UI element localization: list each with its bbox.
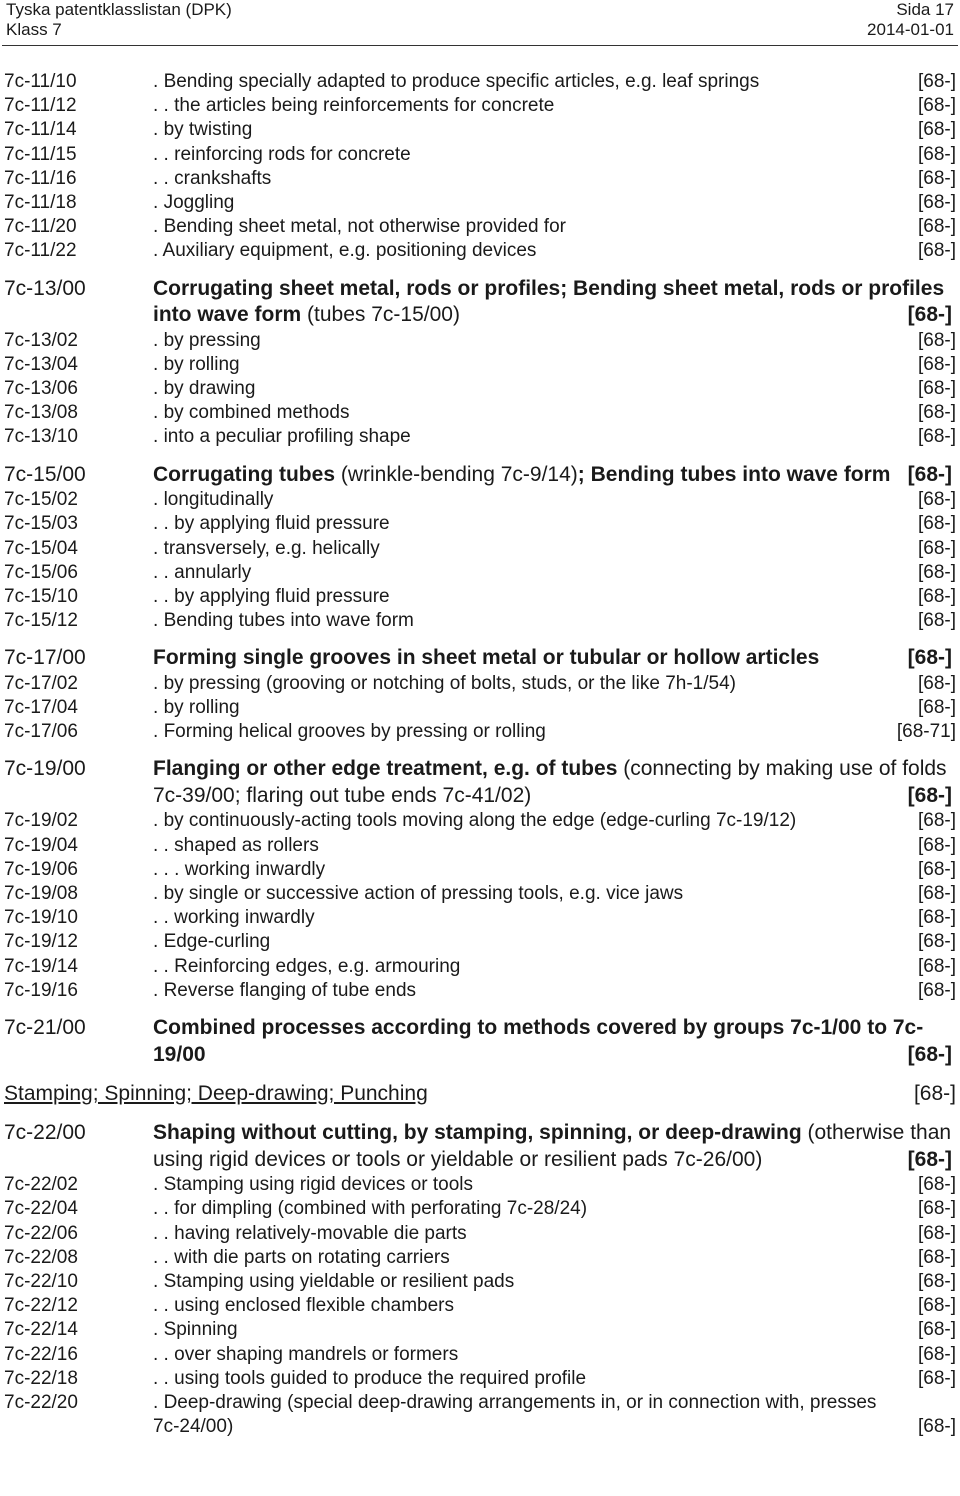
entry-row bbox=[4, 353, 956, 377]
entry-code: 7c-15/06 bbox=[4, 561, 78, 583]
entry-row bbox=[4, 1367, 956, 1391]
entry-code: 7c-13/04 bbox=[4, 353, 78, 375]
entry-row bbox=[4, 979, 956, 1003]
entry-code: 7c-13/02 bbox=[4, 329, 78, 351]
entry-row bbox=[4, 512, 956, 536]
entry-row bbox=[4, 561, 956, 585]
entry-row bbox=[4, 906, 956, 930]
group-title-bold: Flanging or other edge treatment, e.g. of tubes bbox=[153, 757, 618, 781]
entry-code: 7c-19/16 bbox=[4, 979, 78, 1001]
entry-classification: [68-] bbox=[917, 537, 956, 559]
group-code: 7c-22/00 bbox=[4, 1121, 86, 1145]
entry-row bbox=[4, 1318, 956, 1342]
entry-indent-dots: . . bbox=[153, 1367, 175, 1389]
entry-text: annularly bbox=[174, 561, 252, 583]
header-right bbox=[867, 0, 954, 40]
entry-description bbox=[153, 955, 896, 979]
entry-description bbox=[153, 512, 896, 536]
group-description bbox=[153, 645, 952, 672]
entry-classification: [68-] bbox=[917, 907, 956, 929]
entry-indent-dots: . . bbox=[153, 513, 175, 535]
entry-row bbox=[4, 882, 956, 906]
entry-classification: [68-] bbox=[917, 353, 956, 375]
entry-classification: [68-] bbox=[917, 513, 956, 535]
group-code: 7c-15/00 bbox=[4, 462, 86, 486]
entry-indent-dots: . bbox=[153, 329, 164, 351]
entry-classification: [68-] bbox=[917, 402, 956, 424]
entry-code: 7c-11/10 bbox=[4, 71, 77, 92]
entry-text: having relatively-movable die parts bbox=[174, 1222, 467, 1244]
entry-code: 7c-22/08 bbox=[4, 1246, 78, 1268]
entry-row bbox=[4, 1343, 956, 1367]
entry-text: the articles being reinforcements for concrete bbox=[174, 95, 555, 117]
entry-indent-dots: . . bbox=[153, 1343, 175, 1365]
entry-indent-dots: . . bbox=[153, 1198, 175, 1220]
entry-text: working inwardly bbox=[174, 907, 315, 929]
entry-description bbox=[153, 834, 896, 858]
entry-description bbox=[153, 1318, 896, 1342]
entry-description bbox=[153, 1294, 896, 1318]
entry-description bbox=[153, 167, 896, 191]
entry-indent-dots: . bbox=[153, 1391, 164, 1413]
group-code: 7c-17/00 bbox=[4, 646, 86, 670]
header-left bbox=[6, 0, 232, 40]
entry-row bbox=[4, 834, 956, 858]
entry-classification: [68-] bbox=[917, 1198, 956, 1220]
entry-indent-dots: . . bbox=[153, 585, 175, 607]
entry-code: 7c-15/10 bbox=[4, 585, 78, 607]
group-description bbox=[153, 462, 952, 489]
entry-indent-dots: . . bbox=[153, 1222, 175, 1244]
entry-indent-dots: . bbox=[153, 931, 164, 953]
entry-text: Reinforcing edges, e.g. armouring bbox=[174, 955, 461, 977]
group-title-bold: ; Bending tubes into wave form bbox=[577, 462, 891, 486]
entry-description bbox=[153, 1246, 896, 1270]
entry-description bbox=[153, 377, 896, 401]
entry-text: by drawing bbox=[163, 378, 256, 400]
entry-description bbox=[153, 143, 896, 167]
entry-indent-dots: . bbox=[153, 216, 164, 238]
entry-description bbox=[153, 1367, 896, 1391]
entry-text: longitudinally bbox=[163, 489, 274, 511]
entry-description bbox=[153, 696, 896, 720]
group-title-bold: Shaping without cutting, by stamping, spinning, or deep-drawing bbox=[153, 1121, 802, 1145]
entry-description bbox=[153, 1173, 896, 1197]
entry-text: by applying fluid pressure bbox=[174, 585, 390, 607]
entry-text: with die parts on rotating carriers bbox=[174, 1246, 450, 1268]
entry-description bbox=[153, 94, 896, 118]
entry-row bbox=[4, 1246, 956, 1270]
entry-description bbox=[153, 401, 896, 425]
group-heading bbox=[4, 1015, 956, 1068]
entry-text: shaped as rollers bbox=[174, 834, 319, 856]
entry-description bbox=[153, 1197, 896, 1221]
group-classification: [68-] bbox=[907, 1042, 952, 1066]
entry-code: 7c-17/06 bbox=[4, 721, 78, 743]
entry-code: 7c-11/14 bbox=[4, 119, 77, 141]
entry-indent-dots: . bbox=[153, 378, 164, 400]
entry-code: 7c-17/02 bbox=[4, 672, 78, 694]
entry-indent-dots: . bbox=[153, 1270, 164, 1292]
entry-text: by rolling bbox=[163, 697, 240, 719]
entry-indent-dots: . bbox=[153, 426, 164, 448]
entry-text: Deep-drawing (special deep-drawing arrangements in, or in connection with, presses 7c-24/00) bbox=[153, 1391, 877, 1438]
entry-indent-dots: . bbox=[153, 402, 164, 424]
group-heading bbox=[4, 756, 956, 809]
entry-code: 7c-11/18 bbox=[4, 192, 77, 214]
entry-classification: [68-] bbox=[917, 1222, 956, 1244]
entry-text: transversely, e.g. helically bbox=[163, 537, 380, 559]
entry-classification: [68-] bbox=[917, 1174, 956, 1196]
entry-indent-dots: . . bbox=[153, 561, 175, 583]
entry-text: crankshafts bbox=[174, 167, 272, 189]
entry-classification: [68-] bbox=[917, 119, 956, 141]
entry-description bbox=[153, 329, 896, 353]
entry-row bbox=[4, 215, 956, 239]
entry-code: 7c-11/16 bbox=[4, 167, 77, 189]
group-heading bbox=[4, 276, 956, 329]
entry-code: 7c-22/18 bbox=[4, 1367, 78, 1389]
entry-code: 7c-22/06 bbox=[4, 1222, 78, 1244]
entry-description bbox=[153, 215, 896, 239]
entry-text: Forming helical grooves by pressing or rolling bbox=[163, 721, 546, 743]
entry-classification: [68-] bbox=[917, 240, 956, 262]
entry-classification: [68-] bbox=[917, 1295, 956, 1317]
entry-row bbox=[4, 118, 956, 142]
entry-text: by rolling bbox=[163, 353, 240, 375]
entry-description bbox=[153, 882, 896, 906]
entry-code: 7c-13/10 bbox=[4, 426, 78, 448]
entry-indent-dots: . bbox=[153, 697, 164, 719]
entry-row bbox=[4, 537, 956, 561]
entry-indent-dots: . bbox=[153, 353, 164, 375]
entry-indent-dots: . . bbox=[153, 1295, 175, 1317]
entry-row bbox=[4, 70, 956, 94]
entry-code: 7c-15/02 bbox=[4, 489, 78, 511]
entry-code: 7c-11/15 bbox=[4, 143, 77, 165]
entry-code: 7c-19/14 bbox=[4, 955, 78, 977]
entry-text: by continuously-acting tools moving along the edge (edge-curling 7c-19/12) bbox=[163, 810, 797, 832]
entry-code: 7c-11/12 bbox=[4, 95, 77, 117]
entry-classification: [68-] bbox=[917, 561, 956, 583]
entry-classification: [68-] bbox=[917, 858, 956, 880]
entry-indent-dots: . . bbox=[153, 95, 175, 117]
entry-text: using tools guided to produce the required profile bbox=[174, 1367, 587, 1389]
entry-code: 7c-11/22 bbox=[4, 240, 77, 262]
entry-row bbox=[4, 425, 956, 449]
entry-row bbox=[4, 585, 956, 609]
entry-description bbox=[153, 1391, 896, 1439]
entry-indent-dots: . bbox=[153, 192, 164, 214]
entry-description bbox=[153, 906, 896, 930]
entry-indent-dots: . bbox=[153, 672, 164, 694]
entry-text: Stamping using yieldable or resilient pads bbox=[163, 1270, 515, 1292]
entry-indent-dots: . . bbox=[153, 143, 175, 165]
entry-text: reinforcing rods for concrete bbox=[174, 143, 411, 165]
entry-indent-dots: . bbox=[153, 979, 164, 1001]
entry-row bbox=[4, 955, 956, 979]
document-title: Tyska patentklasslistan (DPK) bbox=[6, 0, 232, 19]
entry-classification: [68-] bbox=[917, 1367, 956, 1389]
group-description bbox=[153, 1015, 952, 1068]
page-number: Sida 17 bbox=[896, 0, 954, 19]
entry-classification: [68-] bbox=[917, 697, 956, 719]
entry-code: 7c-22/04 bbox=[4, 1198, 78, 1220]
entry-description bbox=[153, 561, 896, 585]
entry-code: 7c-22/02 bbox=[4, 1174, 78, 1196]
entry-classification: [68-] bbox=[917, 931, 956, 953]
entry-row bbox=[4, 1197, 956, 1221]
entry-description bbox=[153, 809, 896, 833]
group-heading bbox=[4, 645, 956, 672]
entry-code: 7c-15/04 bbox=[4, 537, 78, 559]
entry-row bbox=[4, 1294, 956, 1318]
entry-classification: [68-71] bbox=[896, 721, 956, 743]
entry-indent-dots: . bbox=[153, 1174, 164, 1196]
document-date: 2014-01-01 bbox=[867, 20, 954, 39]
entry-code: 7c-19/12 bbox=[4, 931, 78, 953]
entry-code: 7c-15/12 bbox=[4, 610, 78, 632]
section-title: Stamping; Spinning; Deep-drawing; Punching bbox=[4, 1082, 428, 1106]
entry-text: using enclosed flexible chambers bbox=[174, 1295, 455, 1317]
entry-description bbox=[153, 979, 896, 1003]
entry-code: 7c-19/08 bbox=[4, 883, 78, 905]
entry-row bbox=[4, 930, 956, 954]
group-title-bold: Forming single grooves in sheet metal or tubular or hollow articles bbox=[153, 646, 820, 670]
entry-text: by single or successive action of pressing tools, e.g. vice jaws bbox=[163, 883, 684, 905]
entry-indent-dots: . bbox=[153, 489, 164, 511]
entry-row bbox=[4, 672, 956, 696]
entry-classification: [68-] bbox=[917, 1343, 956, 1365]
entry-text: Bending tubes into wave form bbox=[163, 610, 414, 632]
entry-indent-dots: . . bbox=[153, 955, 175, 977]
entry-classification: [68-] bbox=[917, 1319, 956, 1341]
group-title-bold: Corrugating sheet metal, rods or profiles; Bending sheet metal, rods or profiles into wave form bbox=[153, 276, 945, 327]
entry-indent-dots: . bbox=[153, 721, 164, 743]
entry-classification: [68-] bbox=[917, 167, 956, 189]
group-description bbox=[153, 756, 952, 809]
entry-classification: [68-] bbox=[917, 95, 956, 117]
entry-classification: [68-] bbox=[917, 329, 956, 351]
entry-row bbox=[4, 809, 956, 833]
entry-description bbox=[153, 118, 896, 142]
entry-text: Auxiliary equipment, e.g. positioning devices bbox=[162, 240, 537, 262]
entry-indent-dots: . bbox=[153, 240, 163, 262]
section-heading bbox=[4, 1080, 956, 1108]
entry-row bbox=[4, 1270, 956, 1294]
entry-text: Joggling bbox=[163, 192, 235, 214]
entry-indent-dots: . . bbox=[153, 834, 175, 856]
entry-row bbox=[4, 858, 956, 882]
group-code: 7c-19/00 bbox=[4, 757, 86, 781]
entry-row bbox=[4, 696, 956, 720]
entry-code: 7c-22/20 bbox=[4, 1391, 78, 1413]
page-header bbox=[6, 0, 954, 40]
group-note: (wrinkle-bending 7c-9/14) bbox=[335, 462, 578, 486]
group-classification: [68-] bbox=[907, 303, 952, 327]
entry-text: Bending sheet metal, not otherwise provided for bbox=[163, 216, 566, 238]
header-divider bbox=[2, 45, 958, 46]
entry-code: 7c-13/06 bbox=[4, 378, 78, 400]
group-heading bbox=[4, 462, 956, 489]
entry-classification: [68-] bbox=[917, 378, 956, 400]
entry-description bbox=[153, 720, 896, 744]
entry-indent-dots: . . bbox=[153, 1246, 175, 1268]
group-classification: [68-] bbox=[907, 1147, 952, 1171]
entry-row bbox=[4, 488, 956, 512]
entry-row bbox=[4, 609, 956, 633]
entry-text: by pressing bbox=[163, 329, 261, 351]
entry-description bbox=[153, 930, 896, 954]
entry-text: by twisting bbox=[163, 119, 253, 141]
entry-description bbox=[153, 537, 896, 561]
entry-classification: [68-] bbox=[917, 489, 956, 511]
entry-row bbox=[4, 1391, 956, 1439]
entry-classification: [68-] bbox=[917, 216, 956, 238]
entry-code: 7c-22/10 bbox=[4, 1270, 78, 1292]
entry-classification: [68-] bbox=[917, 143, 956, 165]
entry-code: 7c-19/10 bbox=[4, 907, 78, 929]
entry-description bbox=[153, 70, 896, 94]
entry-row bbox=[4, 401, 956, 425]
entry-description bbox=[153, 1343, 896, 1367]
entry-indent-dots: . . bbox=[153, 907, 175, 929]
group-description bbox=[153, 1120, 952, 1173]
entry-row bbox=[4, 167, 956, 191]
entry-code: 7c-17/04 bbox=[4, 697, 78, 719]
entry-code: 7c-22/14 bbox=[4, 1319, 78, 1341]
group-classification: [68-] bbox=[907, 462, 952, 486]
entry-text: working inwardly bbox=[184, 858, 326, 880]
group-note: (tubes 7c-15/00) bbox=[301, 303, 460, 327]
entry-row bbox=[4, 720, 956, 744]
group-title-bold: Corrugating tubes bbox=[153, 462, 335, 486]
entry-classification: [68-] bbox=[917, 1416, 956, 1438]
entry-description bbox=[153, 488, 896, 512]
entry-text: Reverse flanging of tube ends bbox=[163, 979, 417, 1001]
class-label: Klass 7 bbox=[6, 20, 62, 39]
entry-text: over shaping mandrels or formers bbox=[174, 1343, 459, 1365]
entry-code: 7c-13/08 bbox=[4, 402, 78, 424]
classification-list bbox=[4, 70, 956, 1439]
entry-text: by applying fluid pressure bbox=[174, 513, 390, 535]
entry-description bbox=[153, 1222, 896, 1246]
entry-description bbox=[153, 858, 896, 882]
entry-code: 7c-22/12 bbox=[4, 1295, 78, 1317]
entry-text: by combined methods bbox=[163, 402, 350, 424]
entry-indent-dots: . bbox=[153, 1319, 164, 1341]
entry-classification: [68-] bbox=[917, 834, 956, 856]
entry-row bbox=[4, 239, 956, 263]
entry-row bbox=[4, 1222, 956, 1246]
entry-indent-dots: . bbox=[153, 537, 164, 559]
entry-code: 7c-15/03 bbox=[4, 513, 78, 535]
group-description bbox=[153, 276, 952, 329]
entry-row bbox=[4, 191, 956, 215]
entry-description bbox=[153, 1270, 896, 1294]
entry-text: Edge-curling bbox=[163, 931, 271, 953]
group-note: (otherwise than using rigid devices or tools or yieldable or resilient pads 7c-26/00) bbox=[153, 1121, 952, 1171]
entry-classification: [68-] bbox=[917, 71, 956, 92]
entry-text: by pressing (grooving or notching of bolts, studs, or the like 7h-1/54) bbox=[163, 672, 736, 694]
entry-row bbox=[4, 143, 956, 167]
entry-description bbox=[153, 425, 896, 449]
entry-row bbox=[4, 377, 956, 401]
entry-classification: [68-] bbox=[917, 955, 956, 977]
entry-text: Bending specially adapted to produce specific articles, e.g. leaf springs bbox=[163, 71, 760, 92]
entry-indent-dots: . . . bbox=[153, 858, 185, 880]
entry-code: 7c-11/20 bbox=[4, 216, 77, 238]
entry-classification: [68-] bbox=[917, 672, 956, 694]
group-code: 7c-21/00 bbox=[4, 1016, 86, 1040]
entry-description bbox=[153, 585, 896, 609]
group-title-bold: Combined processes according to methods covered by groups 7c-1/00 to 7c-19/00 bbox=[153, 1016, 924, 1066]
entry-text: for dimpling (combined with perforating 7c-28/24) bbox=[174, 1198, 588, 1220]
entry-text: into a peculiar profiling shape bbox=[163, 426, 411, 448]
entry-classification: [68-] bbox=[917, 883, 956, 905]
group-classification: [68-] bbox=[907, 783, 952, 807]
entry-row bbox=[4, 1173, 956, 1197]
group-note: (connecting by making use of folds 7c-39/00; flaring out tube ends 7c-41/02) bbox=[153, 757, 947, 807]
entry-indent-dots: . bbox=[153, 610, 164, 632]
entry-indent-dots: . bbox=[153, 810, 164, 832]
entry-classification: [68-] bbox=[917, 610, 956, 632]
entry-indent-dots: . bbox=[153, 883, 164, 905]
entry-classification: [68-] bbox=[917, 426, 956, 448]
entry-code: 7c-19/04 bbox=[4, 834, 78, 856]
entry-classification: [68-] bbox=[917, 1270, 956, 1292]
entry-row bbox=[4, 94, 956, 118]
entry-classification: [68-] bbox=[917, 192, 956, 214]
entry-classification: [68-] bbox=[917, 1246, 956, 1268]
entry-indent-dots: . bbox=[153, 71, 164, 92]
entry-row bbox=[4, 329, 956, 353]
entry-description bbox=[153, 191, 896, 215]
group-heading bbox=[4, 1120, 956, 1173]
group-code: 7c-13/00 bbox=[4, 276, 86, 300]
entry-description bbox=[153, 353, 896, 377]
entry-description bbox=[153, 672, 896, 696]
entry-text: Spinning bbox=[163, 1319, 238, 1341]
entry-indent-dots: . bbox=[153, 119, 164, 141]
entry-code: 7c-22/16 bbox=[4, 1343, 78, 1365]
entry-description bbox=[153, 609, 896, 633]
section-classification: [68-] bbox=[913, 1082, 956, 1106]
entry-classification: [68-] bbox=[917, 979, 956, 1001]
entry-indent-dots: . . bbox=[153, 167, 175, 189]
entry-text: Stamping using rigid devices or tools bbox=[163, 1174, 473, 1196]
entry-description bbox=[153, 239, 896, 263]
group-classification: [68-] bbox=[907, 646, 952, 670]
entry-code: 7c-19/06 bbox=[4, 858, 78, 880]
entry-code: 7c-19/02 bbox=[4, 810, 78, 832]
entry-classification: [68-] bbox=[917, 810, 956, 832]
entry-classification: [68-] bbox=[917, 585, 956, 607]
